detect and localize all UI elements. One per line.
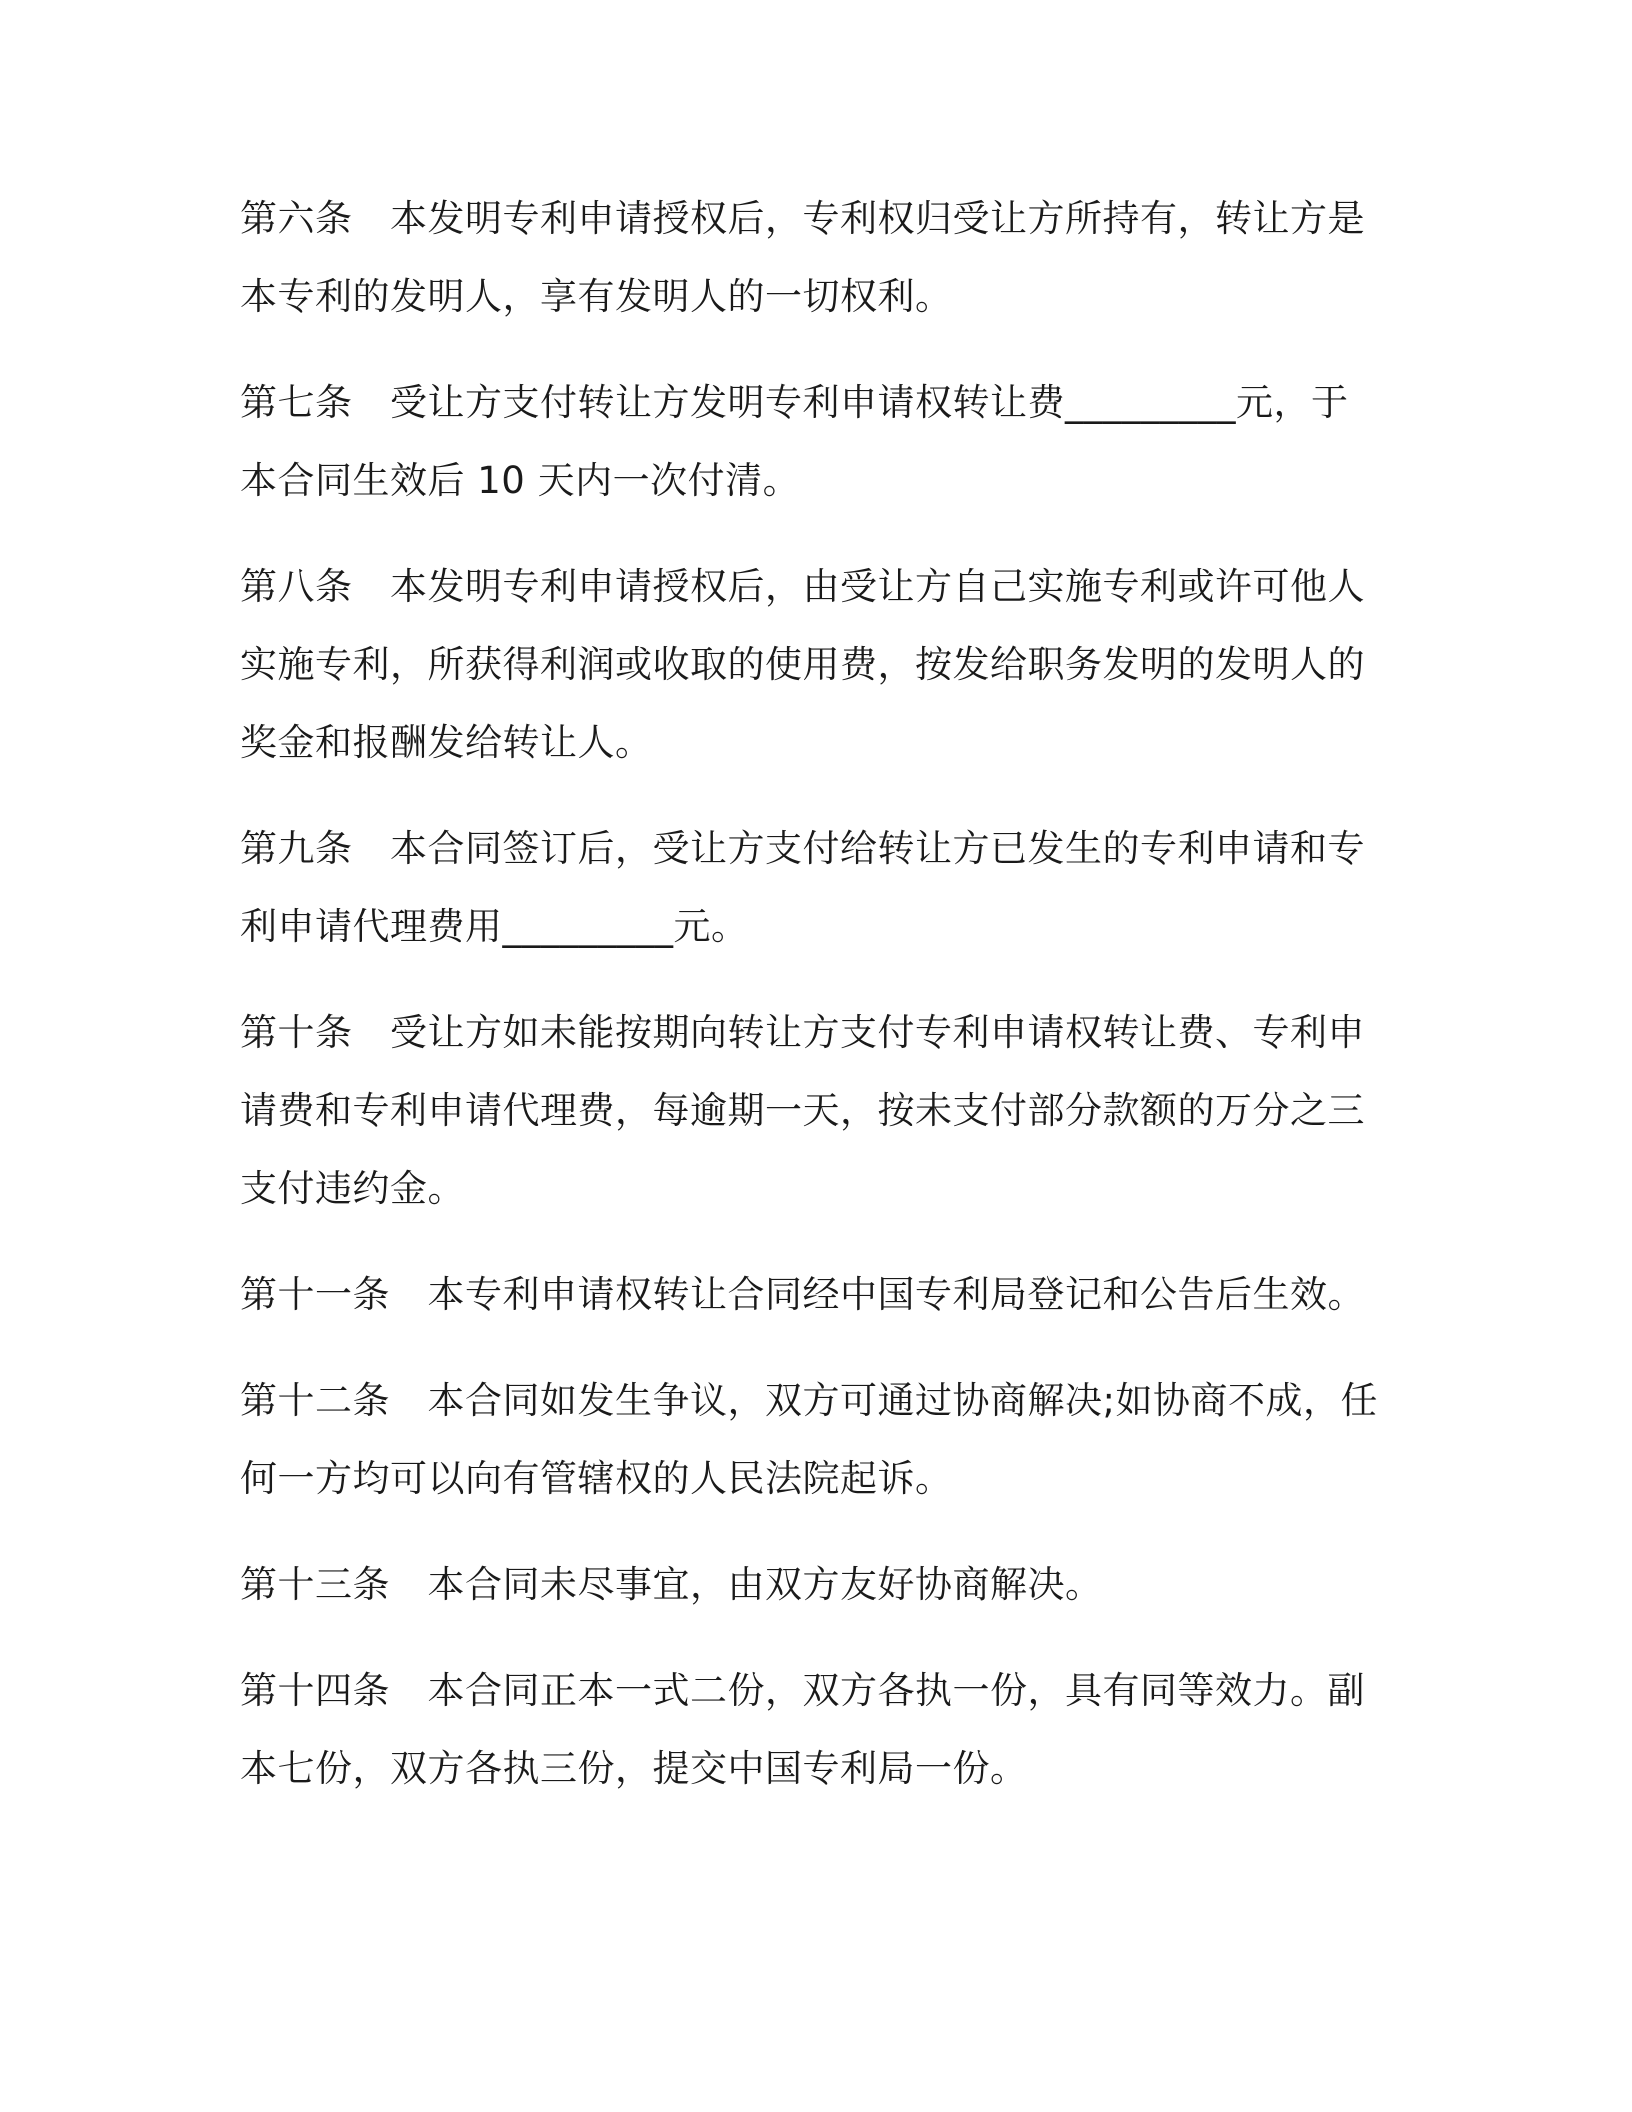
article-line: 第十二条 本合同如发生争议，双方可通过协商解决;如协商不成，任 [240, 1379, 1378, 1422]
article-12 [240, 1362, 1380, 1518]
article-7 [240, 364, 1380, 520]
article-line: 第十四条 本合同正本一式二份，双方各执一份，具有同等效力。副 [240, 1669, 1365, 1712]
article-line: 实施专利，所获得利润或收取的使用费，按发给职务发明的发明人的 [240, 643, 1365, 686]
article-line: 奖金和报酬发给转让人。 [240, 721, 653, 764]
article-14 [240, 1652, 1380, 1808]
article-line: 第八条 本发明专利申请授权后，由受让方自己实施专利或许可他人 [240, 565, 1365, 608]
article-line: 本专利的发明人，享有发明人的一切权利。 [240, 275, 953, 318]
article-line: 利申请代理费用_________元。 [240, 905, 749, 948]
article-line: 请费和专利申请代理费，每逾期一天，按未支付部分款额的万分之三 [240, 1089, 1365, 1132]
article-10 [240, 994, 1380, 1228]
article-11 [240, 1256, 1380, 1334]
article-9 [240, 810, 1380, 966]
article-8 [240, 548, 1380, 782]
article-6 [240, 180, 1380, 336]
article-13 [240, 1546, 1380, 1624]
article-line: 第七条 受让方支付转让方发明专利申请权转让费_________元，于 [240, 381, 1349, 424]
article-line: 第十条 受让方如未能按期向转让方支付专利申请权转让费、专利申 [240, 1011, 1365, 1054]
article-line: 本合同生效后 10 天内一次付清。 [240, 459, 801, 502]
article-line: 第六条 本发明专利申请授权后，专利权归受让方所持有，转让方是 [240, 197, 1365, 240]
document-page [240, 180, 1380, 1836]
article-line: 何一方均可以向有管辖权的人民法院起诉。 [240, 1457, 953, 1500]
article-line: 第九条 本合同签订后，受让方支付给转让方已发生的专利申请和专 [240, 827, 1365, 870]
article-line: 第十一条 本专利申请权转让合同经中国专利局登记和公告后生效。 [240, 1273, 1365, 1316]
article-line: 本七份，双方各执三份，提交中国专利局一份。 [240, 1747, 1028, 1790]
article-line: 支付违约金。 [240, 1167, 465, 1210]
article-line: 第十三条 本合同未尽事宜，由双方友好协商解决。 [240, 1563, 1103, 1606]
